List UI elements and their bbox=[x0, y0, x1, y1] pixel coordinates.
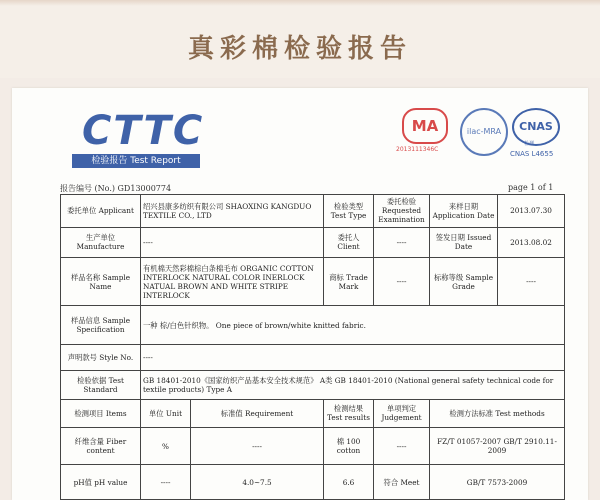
result-judgement: 符合 Meet bbox=[374, 465, 430, 500]
cttc-logo: CTTC bbox=[82, 108, 205, 154]
sample-grade-label: 标称等级 Sample Grade bbox=[430, 258, 498, 306]
issued-date-label: 签发日期 Issued Date bbox=[430, 227, 498, 258]
sample-spec-label: 样品信息 Sample Specification bbox=[61, 306, 141, 345]
result-item: pH值 pH value bbox=[61, 465, 141, 500]
test-standard-label: 检验依据 Test Standard bbox=[61, 371, 141, 399]
cnas-mark: 检测 bbox=[524, 141, 535, 147]
style-no-value: ---- bbox=[141, 345, 565, 371]
result-judgement: ---- bbox=[374, 428, 430, 465]
applicant-value: 绍兴县康多纺织有限公司 SHAOXING KANGDUO TEXTILE CO., LTD bbox=[141, 195, 324, 228]
manufacture-value: ---- bbox=[141, 227, 324, 258]
cma-seal-icon: MA bbox=[402, 108, 448, 144]
result-method: GB/T 7573-2009 bbox=[430, 465, 565, 500]
test-report-document bbox=[12, 88, 588, 500]
page-title: 真彩棉检验报告 bbox=[187, 34, 412, 64]
style-no-label: 声明款号 Style No. bbox=[61, 345, 141, 371]
test-results-header: 检测结果 Test results bbox=[324, 399, 374, 427]
page-indicator: page 1 of 1 bbox=[508, 183, 554, 192]
application-date-value: 2013.07.30 bbox=[498, 195, 565, 228]
test-standard-value: GB 18401-2010《国家纺织产品基本安全技术规范》 A类 GB 18401-2010 (National general safety technical code for textile products) Type A bbox=[141, 371, 565, 399]
manufacture-label: 生产单位 Manufacture bbox=[61, 227, 141, 258]
cnas-seal-icon: CNAS bbox=[512, 108, 560, 146]
cnas-number: CNAS L4655 bbox=[510, 150, 554, 158]
client-value: ---- bbox=[374, 227, 430, 258]
application-date-label: 来样日期 Application Date bbox=[430, 195, 498, 228]
report-table bbox=[60, 194, 565, 500]
test-type-label: 检验类型 Test Type bbox=[324, 195, 374, 228]
test-methods-header: 检测方法标准 Test methods bbox=[430, 399, 565, 427]
sample-grade-value: ---- bbox=[498, 258, 565, 306]
table-row bbox=[61, 428, 565, 465]
sample-name-value: 有机棉天然彩棉棕白条棉毛布 ORGANIC COTTON INTERLOCK NATURAL COLOR INERLOCK NATUAL BROWN AND WHITE STRIPE INTERLOCK bbox=[141, 258, 324, 306]
result-unit: % bbox=[141, 428, 191, 465]
judgement-header: 单项判定 Judgement bbox=[374, 399, 430, 427]
items-header: 检测项目 Items bbox=[61, 399, 141, 427]
result-unit: ---- bbox=[141, 465, 191, 500]
applicant-label: 委托单位 Applicant bbox=[61, 195, 141, 228]
trade-mark-value: ---- bbox=[374, 258, 430, 306]
sample-name-label: 样品名称 Sample Name bbox=[61, 258, 141, 306]
result-method: FZ/T 01057-2007 GB/T 2910.11-2009 bbox=[430, 428, 565, 465]
client-label: 委托人 Client bbox=[324, 227, 374, 258]
cma-number: 2013111346C bbox=[396, 146, 439, 153]
test-type-value: 委托检验 Requested Examination bbox=[374, 195, 430, 228]
ilac-mra-seal-icon: ilac-MRA bbox=[460, 108, 508, 156]
result-value: 6.6 bbox=[324, 465, 374, 500]
test-report-label: 检验报告 Test Report bbox=[72, 154, 200, 168]
issued-date-value: 2013.08.02 bbox=[498, 227, 565, 258]
result-requirement: ---- bbox=[191, 428, 324, 465]
report-number: 报告编号 (No.) GD13000774 bbox=[60, 184, 172, 193]
sample-spec-value: 一种 棕/白色针织物。 One piece of brown/white knitted fabric. bbox=[141, 306, 565, 345]
unit-header: 单位 Unit bbox=[141, 399, 191, 427]
table-row bbox=[61, 465, 565, 500]
trade-mark-label: 商标 Trade Mark bbox=[324, 258, 374, 306]
result-requirement: 4.0~7.5 bbox=[191, 465, 324, 500]
result-item: 纤维含量 Fiber content bbox=[61, 428, 141, 465]
header-banner bbox=[0, 0, 600, 78]
requirement-header: 标准值 Requirement bbox=[191, 399, 324, 427]
banner-divider bbox=[0, 0, 600, 6]
result-value: 棉 100 cotton bbox=[324, 428, 374, 465]
